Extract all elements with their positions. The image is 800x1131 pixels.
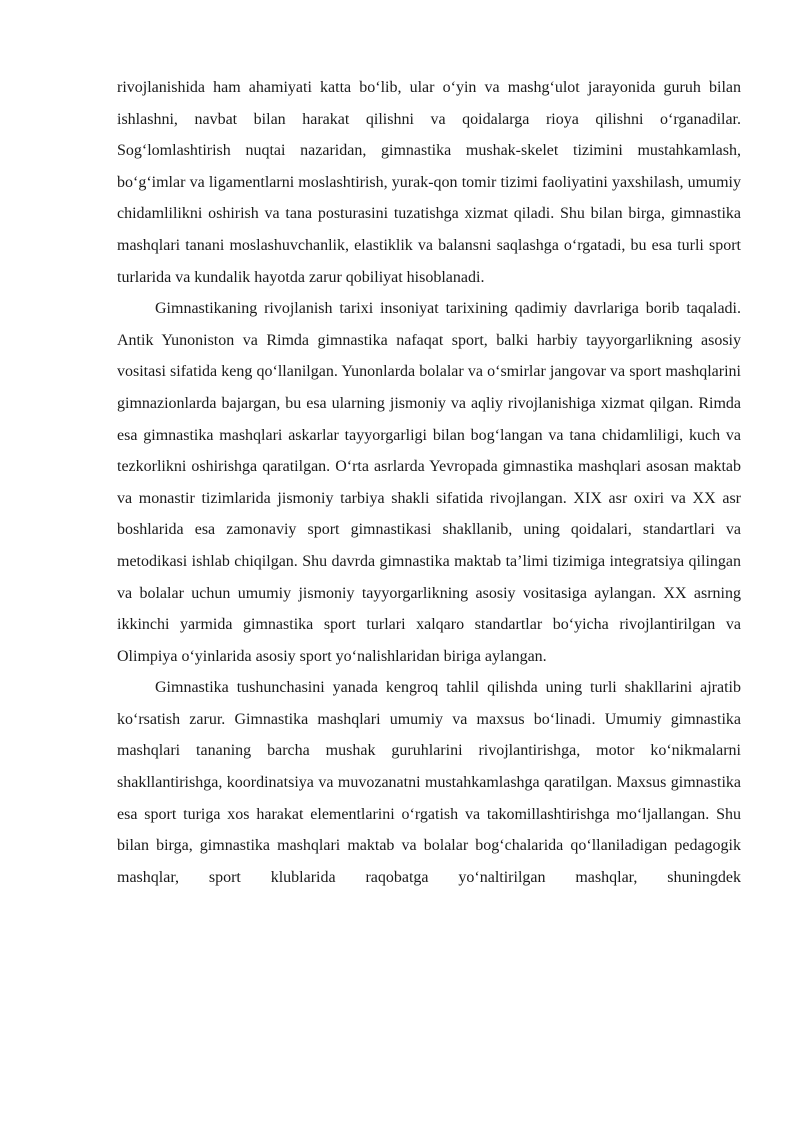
body-text (117, 72, 741, 893)
paragraph-forms: Gimnastika tushunchasini yanada kengroq tahlil qilishda uning turli shakllarini ajratib ko‘rsatish zarur. Gimnastika mashqlari umumiy va maxsus bo‘linadi. Umumiy gimnastika mashqlari tananing barcha mushak guruhlarini rivojlantirishga, motor ko‘nikmalarni shakllantirishga, koordinatsiya va muvozanatni mustahkamlashga qaratilgan. Maxsus gimnastika esa sport turiga xos harakat elementlarini o‘rgatish va takomillashtirishga mo‘ljallangan. Shu bilan birga, gimnastika mashqlari maktab va bolalar bog‘chalarida qo‘llaniladigan pedagogik mashqlar, sport klublarida raqobatga yo‘naltirilgan mashqlar, shuningdek (117, 679, 741, 886)
paragraph-continued: rivojlanishida ham ahamiyati katta bo‘lib, ular o‘yin va mashg‘ulot jarayonida guruh bilan ishlashni, navbat bilan harakat qilishni va qoidalarga rioya qilishni o‘rganadilar. Sog‘lomlashtirish nuqtai nazaridan, gimnastika mushak-skelet tizimini mustahkamlash, bo‘g‘imlar va ligamentlarni moslashtirish, yurak-qon tomir tizimi faoliyatini yaxshilash, umumiy chidamlilikni oshirish va tana posturasini tuzatishga xizmat qiladi. Shu bilan birga, gimnastika mashqlari tanani moslashuvchanlik, elastiklik va balansni saqlashga o‘rgatadi, bu esa turli sport turlarida va kundalik hayotda zarur qobiliyat hisoblanadi. (117, 79, 741, 286)
paragraph-history: Gimnastikaning rivojlanish tarixi insoniyat tarixining qadimiy davrlariga borib taqaladi. Antik Yunoniston va Rimda gimnastika nafaqat sport, balki harbiy tayyorgarlikning asosiy vositasi sifatida keng qo‘llanilgan. Yunonlarda bolalar va o‘smirlar jangovar va sport mashqlarini gimnazionlarda bajargan, bu esa ularning jismoniy va aqliy rivojlanishiga xizmat qilgan. Rimda esa gimnastika mashqlari askarlar tayyorgarligi bilan bog‘langan va tana chidamliligi, kuch va tezkorlikni oshirishga qaratilgan. O‘rta asrlarda Yevropada gimnastika mashqlari asosan maktab va monastir tizimlarida jismoniy tarbiya shakli sifatida rivojlangan. XIX asr oxiri va XX asr boshlarida esa zamonaviy sport gimnastikasi shakllanib, uning qoidalari, standartlari va metodikasi ishlab chiqilgan. Shu davrda gimnastika maktab ta’limi tizimiga integratsiya qilingan va bolalar uchun umumiy jismoniy tayyorgarlikning asosiy vositasiga aylangan. XX asrning ikkinchi yarmida gimnastika sport turlari xalqaro standartlar bo‘yicha rivojlantirilgan va Olimpiya o‘yinlarida asosiy sport yo‘nalishlaridan biriga aylangan. (117, 300, 741, 665)
